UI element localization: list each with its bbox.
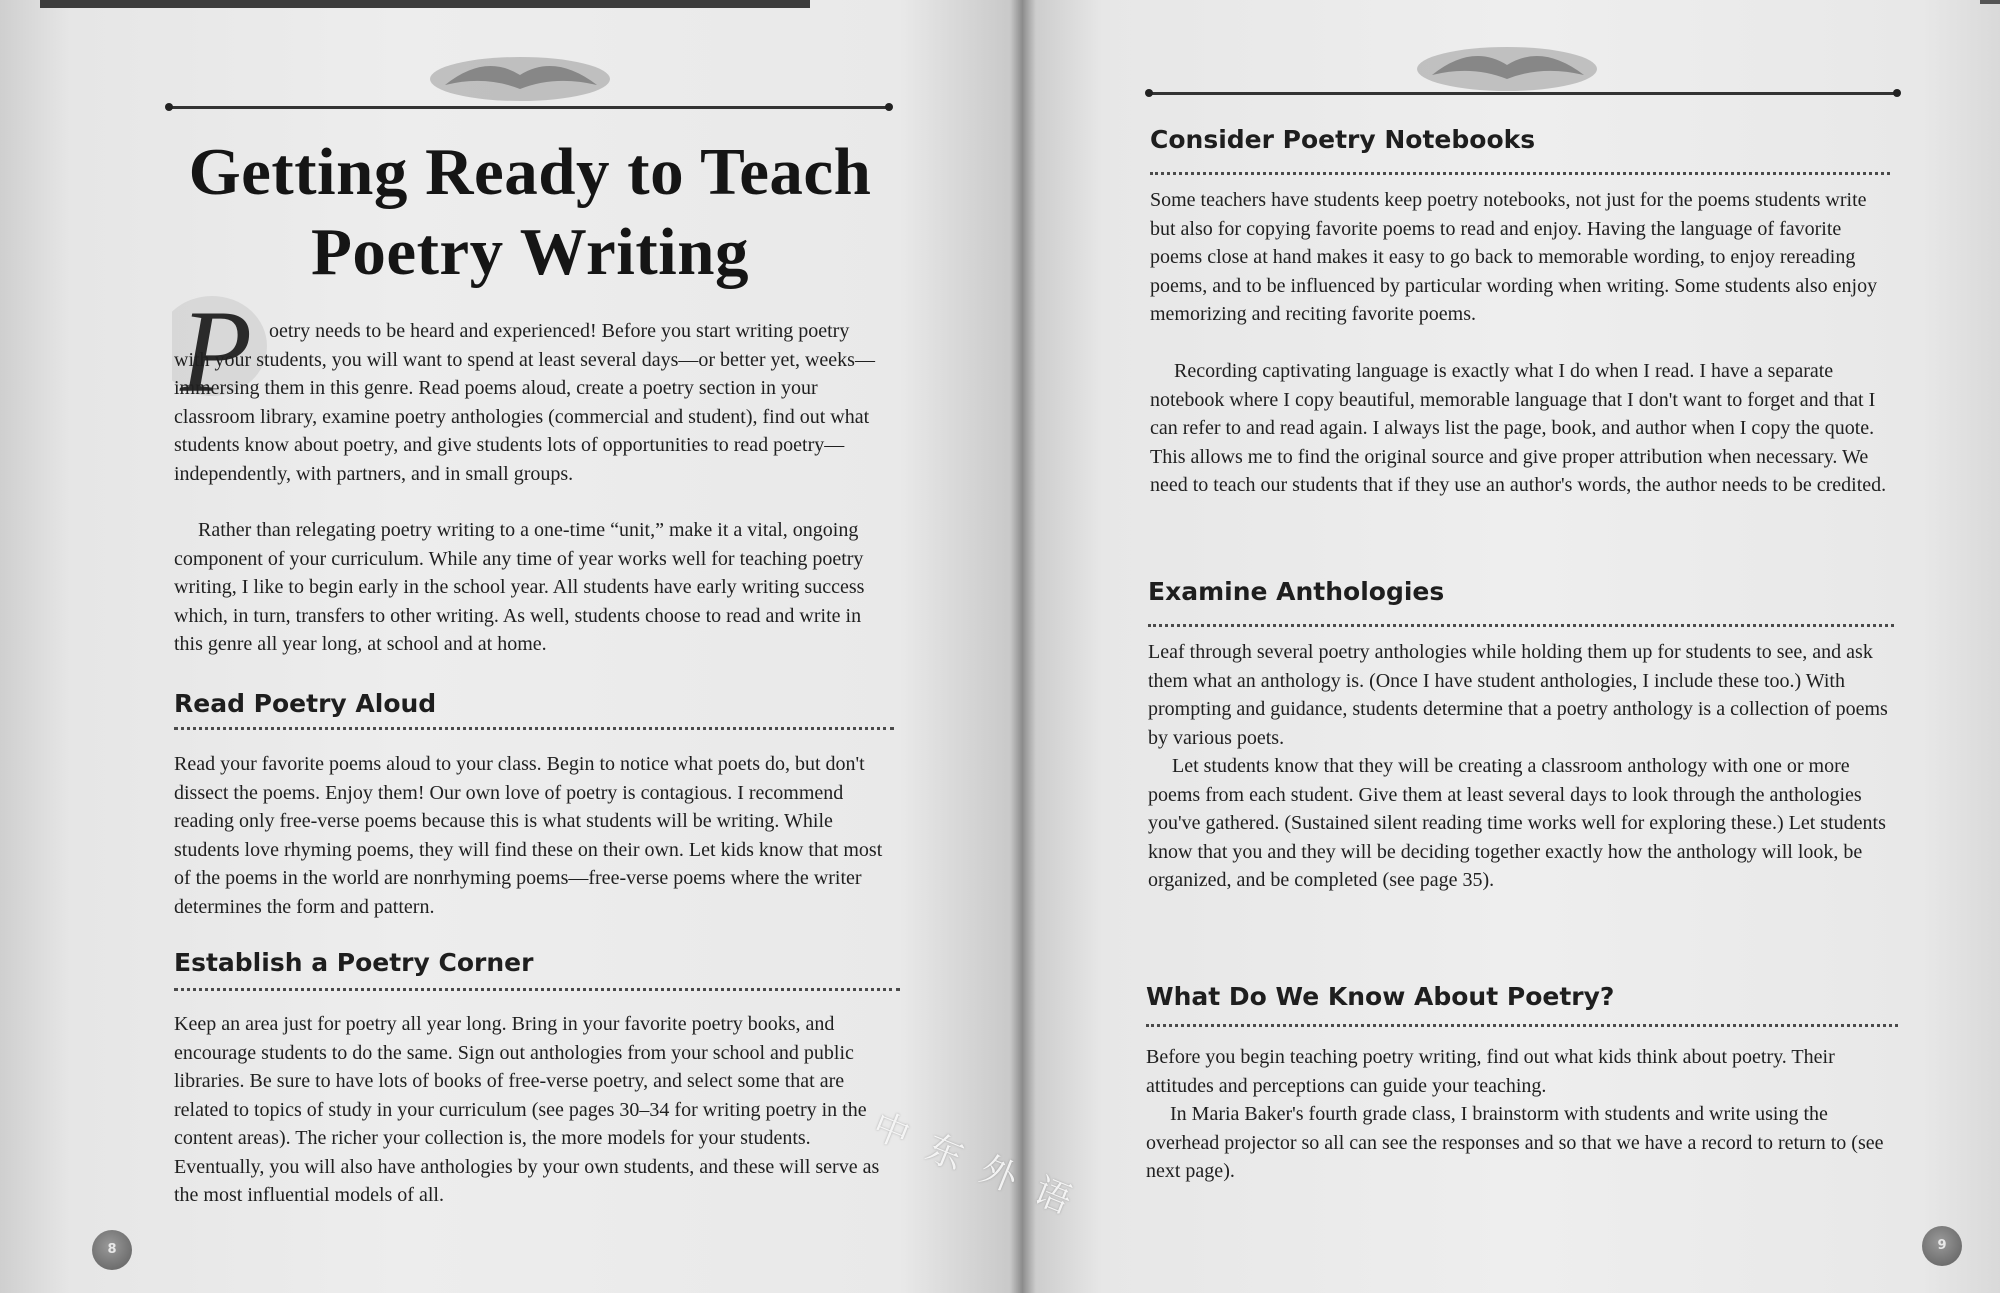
top-edge-bar bbox=[1980, 0, 2000, 4]
poetry-notebooks-paragraph-2: Recording captivating language is exactly what I do when I read. I have a separate notebook where I copy beautiful, memorable language that I don't want to forget and that I can refer to and read again. I always list the page, book, and author when I copy the quote. This allows me to find the original source and give proper attribution when necessary. We need to teach our students that if they use an author's words, the author needs to be credited. bbox=[1150, 360, 1887, 496]
title-line-2: Poetry Writing bbox=[310, 215, 750, 289]
what-do-we-know-heading: What Do We Know About Poetry? bbox=[1146, 982, 1615, 1011]
dotted-divider bbox=[174, 727, 894, 730]
read-poetry-aloud-body: Read your favorite poems aloud to your class. Begin to notice what poets do, but don't dissect the poems. Enjoy them! Our own love of poetry is contagious. I recommend reading only free-verse poems because this is what students will be writing. While students love rhyming poems, they will find these on their own. Let kids know that most of the poems in the world are nonrhyming poems—free-verse poems where the writer determines the form and pattern. bbox=[174, 753, 883, 918]
page-number-badge: 8 bbox=[92, 1230, 132, 1270]
dotted-divider bbox=[174, 988, 900, 991]
poetry-notebooks-paragraph-1: Some teachers have students keep poetry notebooks, not just for the poems students write but also for copying favorite poems to read and enjoy. Having the language of favorite poems close at hand makes it easy to go back to memorable wording, to enjoy rereading poems, and to be influenced by particular wording when writing. Some students also enjoy memorizing and reciting favorite poems. bbox=[1150, 189, 1878, 325]
what-do-we-know-paragraph-1: Before you begin teaching poetry writing, find out what kids think about poetry. Their attitudes and perceptions can guide your teaching. bbox=[1146, 1046, 1835, 1097]
what-do-we-know-paragraph-2: In Maria Baker's fourth grade class, I brainstorm with students and write using the overhead projector so all can see the responses and so that we have a record to return to (see next page). bbox=[1146, 1103, 1884, 1182]
poetry-corner-heading: Establish a Poetry Corner bbox=[174, 948, 534, 977]
examine-anthologies-heading: Examine Anthologies bbox=[1148, 577, 1445, 606]
title-line-1: Getting Ready to Teach bbox=[188, 135, 872, 209]
dotted-divider bbox=[1146, 1024, 1898, 1027]
right-page bbox=[1022, 0, 2000, 1293]
watermark-text: 中东外语 bbox=[866, 1105, 1098, 1231]
leaf-ornament-icon bbox=[425, 45, 615, 105]
poetry-notebooks-heading: Consider Poetry Notebooks bbox=[1150, 125, 1536, 154]
top-edge-bar bbox=[40, 0, 810, 8]
poetry-corner-body: Keep an area just for poetry all year long. Bring in your favorite poetry books, and encourage students to do the same. Sign out anthologies from your school and public libraries. Be sure to have lots of books of free-verse poetry, and select some that are related to topics of study in your curriculum (see pages 30–34 for writing poetry in the content areas). The richer your collection is, the more models for your students. Eventually, you will also have anthologies by your own students, and these will serve as the most influential models of all. bbox=[174, 1013, 880, 1206]
header-rule bbox=[168, 106, 890, 109]
dotted-divider bbox=[1148, 624, 1894, 627]
examine-anthologies-paragraph-2: Let students know that they will be creating a classroom anthology with one or more poems from each student. Give them at least several days to look through the anthologies you've gathered. (Sustained silent reading time works well for exploring these.) Let students know that you and they will be deciding together exactly how the anthology will look, be organized, and be completed (see page 35). bbox=[1148, 755, 1886, 891]
drop-cap-letter: P bbox=[180, 296, 253, 406]
leaf-ornament-icon bbox=[1412, 35, 1602, 95]
read-poetry-aloud-heading: Read Poetry Aloud bbox=[174, 689, 437, 718]
examine-anthologies-paragraph-1: Leaf through several poetry anthologies while holding them up for students to see, and ask them what an anthology is. (Once I have student anthologies, I include these too.) With prompting and guidance, students determine that a poetry anthology is a collection of poems by various poets. bbox=[1148, 641, 1888, 749]
intro-paragraph-2: Rather than relegating poetry writing to a one-time “unit,” make it a vital, ongoing component of your curriculum. While any time of year works well for teaching poetry writing, I like to begin early in the school year. All students have early writing success which, in turn, transfers to other writing. As well, students choose to read and write in this genre all year long, at school and at home. bbox=[174, 519, 865, 655]
dotted-divider bbox=[1150, 172, 1890, 175]
page-title bbox=[120, 132, 940, 292]
intro-paragraph-1: oetry needs to be heard and experienced! Before you start writing poetry with your students, you will want to spend at least several days—or better yet, weeks—immersing them in this genre. Read poems aloud, create a poetry section in your classroom library, examine poetry anthologies (commercial and student), find out what students know about poetry, and give students lots of opportunities to read poetry—independently, with partners, and in small groups. bbox=[174, 320, 875, 485]
page-number-badge: 9 bbox=[1922, 1226, 1962, 1266]
